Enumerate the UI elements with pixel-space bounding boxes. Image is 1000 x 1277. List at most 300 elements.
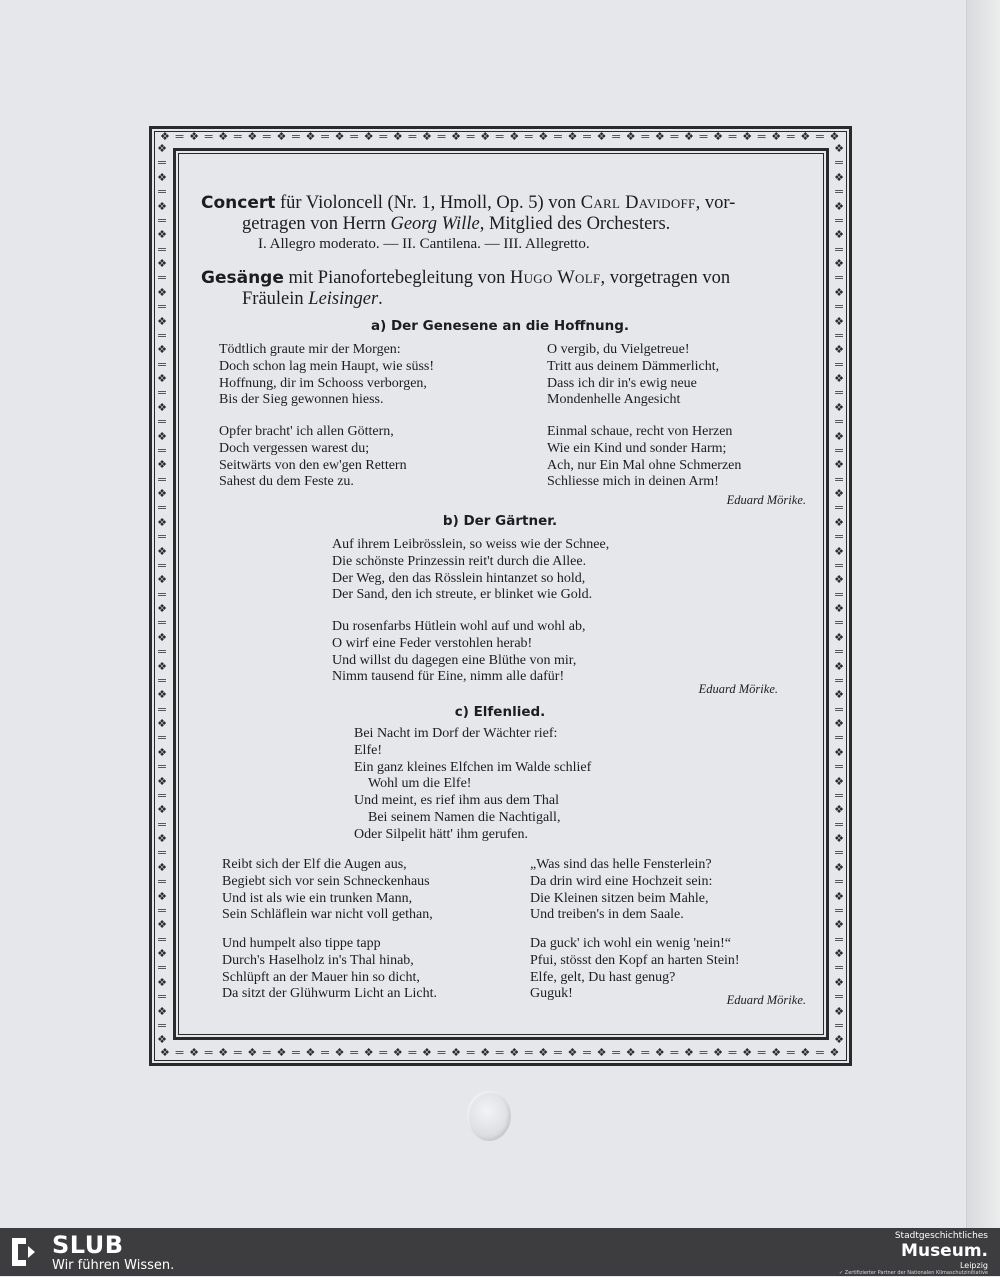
bar-ornament-icon: ═ <box>262 1047 271 1059</box>
songs-desc-cont: , vorgetragen von <box>600 268 731 288</box>
diamond-cross-ornament-icon: ❖ <box>567 1047 578 1059</box>
song-b-stanza-1 <box>332 537 609 604</box>
top-ornament-row <box>160 130 840 144</box>
left-ornament-column <box>155 142 169 1048</box>
concert-keyword: Concert <box>201 193 276 213</box>
diamond-cross-ornament-icon: ❖ <box>567 131 578 143</box>
bar-ornament-icon: ═ <box>699 1047 708 1059</box>
diamond-cross-ornament-icon: ❖ <box>538 1047 549 1059</box>
song-a-left-stanza-2 <box>219 424 407 491</box>
diamond-cross-ornament-icon: ❖ <box>160 1047 170 1059</box>
museum-logo[interactable] <box>839 1231 988 1277</box>
diamond-cross-ornament-icon: ❖ <box>538 131 549 143</box>
bar-ornament-icon: ═ <box>524 131 533 143</box>
songs-performer: Leisinger <box>308 289 379 309</box>
diamond-cross-ornament-icon: ❖ <box>247 131 258 143</box>
bar-ornament-icon: ═ <box>158 962 166 975</box>
verse-line: O wirf eine Feder verstohlen herab! <box>332 635 533 651</box>
bar-ornament-icon: ═ <box>835 502 843 515</box>
bar-ornament-icon: ═ <box>466 1047 475 1059</box>
diamond-cross-ornament-icon: ❖ <box>157 574 167 587</box>
concert-performer-intro: getragen von Herrn <box>242 214 386 234</box>
bar-ornament-icon: ═ <box>321 131 329 143</box>
verse-line: Sahest du dem Feste zu. <box>219 474 354 490</box>
diamond-cross-ornament-icon: ❖ <box>189 131 199 143</box>
bar-ornament-icon: ═ <box>612 131 621 143</box>
bar-ornament-icon: ═ <box>158 473 166 486</box>
bar-ornament-icon: ═ <box>757 1047 766 1059</box>
diamond-cross-ornament-icon: ❖ <box>157 516 167 529</box>
diamond-cross-ornament-icon: ❖ <box>829 1047 840 1059</box>
diamond-cross-ornament-icon: ❖ <box>157 804 167 817</box>
verse-line: Der Weg, den das Rösslein hintanzet so hold, <box>332 570 586 586</box>
diamond-cross-ornament-icon: ❖ <box>834 488 844 500</box>
bar-ornament-icon: ═ <box>816 131 824 143</box>
next-page-edge <box>966 0 1000 1228</box>
diamond-cross-ornament-icon: ❖ <box>157 919 167 932</box>
concert-heading-line2 <box>242 213 670 235</box>
verse-line: Bis der Sieg gewonnen hiess. <box>219 392 384 408</box>
bar-ornament-icon: ═ <box>158 387 166 400</box>
diamond-cross-ornament-icon: ❖ <box>834 1034 844 1047</box>
bar-ornament-icon: ═ <box>292 131 300 143</box>
diamond-cross-ornament-icon: ❖ <box>834 430 844 443</box>
bar-ornament-icon: ═ <box>408 1047 417 1059</box>
diamond-cross-ornament-icon: ❖ <box>713 1047 723 1059</box>
bar-ornament-icon: ═ <box>495 131 504 143</box>
bar-ornament-icon: ═ <box>158 329 166 342</box>
song-a-right-stanza-1 <box>547 342 719 409</box>
bar-ornament-icon: ═ <box>728 1047 737 1059</box>
bar-ornament-icon: ═ <box>835 157 843 170</box>
song-b-credit: Eduard Mörike. <box>698 682 778 696</box>
songs-heading-line1 <box>201 267 730 289</box>
embossed-seal <box>467 1091 511 1141</box>
bar-ornament-icon: ═ <box>835 789 843 802</box>
museum-name: Museum. <box>901 1241 988 1261</box>
bar-ornament-icon: ═ <box>835 588 843 601</box>
diamond-cross-ornament-icon: ❖ <box>305 1047 316 1059</box>
verse-line: Und ist als wie ein trunken Mann, <box>222 890 413 906</box>
bar-ornament-icon: ═ <box>583 1047 591 1059</box>
diamond-cross-ornament-icon: ❖ <box>157 603 167 615</box>
diamond-cross-ornament-icon: ❖ <box>157 890 167 903</box>
diamond-cross-ornament-icon: ❖ <box>713 131 723 143</box>
bar-ornament-icon: ═ <box>670 131 679 143</box>
verse-line: Wie ein Kind und sonder Harm; <box>547 440 727 456</box>
diamond-cross-ornament-icon: ❖ <box>771 1047 782 1059</box>
concert-movements: I. Allegro moderato. — II. Cantilena. — III. Allegretto. <box>258 236 590 252</box>
bar-ornament-icon: ═ <box>158 818 166 831</box>
concert-desc: für Violoncell (Nr. 1, Hmoll, Op. 5) von <box>280 193 577 213</box>
diamond-cross-ornament-icon: ❖ <box>834 229 844 242</box>
bar-ornament-icon: ═ <box>233 131 242 143</box>
verse-line: Die Kleinen sitzen beim Mahle, <box>530 890 709 906</box>
verse-line: Auf ihrem Leibrösslein, so weiss wie der Schnee, <box>332 537 610 552</box>
bar-ornament-icon: ═ <box>204 131 213 143</box>
bar-ornament-icon: ═ <box>495 1047 504 1059</box>
diamond-cross-ornament-icon: ❖ <box>451 1047 461 1059</box>
songs-desc: mit Pianofortebegleitung von <box>288 268 506 288</box>
diamond-cross-ornament-icon: ❖ <box>834 804 844 817</box>
bar-ornament-icon: ═ <box>350 131 359 143</box>
verse-line: Ein ganz kleines Elfchen im Walde schlief <box>354 759 592 775</box>
verse-line: Tritt aus deinem Dämmerlicht, <box>547 358 720 374</box>
bar-ornament-icon: ═ <box>158 617 166 630</box>
bar-ornament-icon: ═ <box>379 1047 388 1059</box>
verse-line: Die schönste Prinzessin reit't durch die Allee. <box>332 553 587 569</box>
bar-ornament-icon: ═ <box>786 131 795 143</box>
bar-ornament-icon: ═ <box>437 131 446 143</box>
concert-performer-role: , Mitglied des Orchesters. <box>479 214 671 234</box>
diamond-cross-ornament-icon: ❖ <box>157 660 167 673</box>
diamond-cross-ornament-icon: ❖ <box>157 689 167 702</box>
verse-line: Guguk! <box>530 986 573 1002</box>
verse-line: Begiebt sich vor sein Schneckenhaus <box>222 873 430 889</box>
bar-ornament-icon: ═ <box>158 847 166 860</box>
concert-composer: Carl Davidoff <box>580 193 696 213</box>
diamond-cross-ornament-icon: ❖ <box>157 976 167 989</box>
bottom-ornament-row <box>160 1046 840 1060</box>
diamond-cross-ornament-icon: ❖ <box>157 401 167 414</box>
diamond-cross-ornament-icon: ❖ <box>834 718 844 730</box>
diamond-cross-ornament-icon: ❖ <box>834 1005 844 1018</box>
diamond-cross-ornament-icon: ❖ <box>189 1047 199 1059</box>
bar-ornament-icon: ═ <box>835 818 843 831</box>
bar-ornament-icon: ═ <box>158 876 166 889</box>
verse-line: Wohl um die Elfe! <box>368 776 472 792</box>
bar-ornament-icon: ═ <box>835 186 843 199</box>
verse-line: Oder Silpelit hätt' ihm gerufen. <box>354 826 528 842</box>
bar-ornament-icon: ═ <box>158 157 166 170</box>
bar-ornament-icon: ═ <box>835 847 843 860</box>
verse-line: Reibt sich der Elf die Augen aus, <box>222 857 407 872</box>
verse-line: Und willst du dagegen eine Blüthe von mir, <box>332 652 577 668</box>
diamond-cross-ornament-icon: ❖ <box>421 131 432 143</box>
bar-ornament-icon: ═ <box>835 933 843 946</box>
bar-ornament-icon: ═ <box>835 272 843 285</box>
song-c-left-stanza-2 <box>222 936 437 1003</box>
bar-ornament-icon: ═ <box>158 416 166 429</box>
diamond-cross-ornament-icon: ❖ <box>800 1047 811 1059</box>
song-a-left-stanza-1 <box>219 342 434 409</box>
diamond-cross-ornament-icon: ❖ <box>421 1047 432 1059</box>
diamond-cross-ornament-icon: ❖ <box>157 200 167 213</box>
diamond-cross-ornament-icon: ❖ <box>834 919 844 932</box>
bar-ornament-icon: ═ <box>835 674 843 687</box>
diamond-cross-ornament-icon: ❖ <box>157 171 167 184</box>
verse-line: Du rosenfarbs Hütlein wohl auf und wohl ab, <box>332 619 586 634</box>
bar-ornament-icon: ═ <box>835 473 843 486</box>
bar-ornament-icon: ═ <box>292 1047 300 1059</box>
diamond-cross-ornament-icon: ❖ <box>157 948 167 960</box>
diamond-cross-ornament-icon: ❖ <box>363 131 374 143</box>
bar-ornament-icon: ═ <box>158 444 166 457</box>
museum-city: Leipzig <box>959 1261 988 1270</box>
diamond-cross-ornament-icon: ❖ <box>157 286 167 299</box>
bar-ornament-icon: ═ <box>158 214 166 227</box>
diamond-cross-ornament-icon: ❖ <box>160 131 170 143</box>
diamond-cross-ornament-icon: ❖ <box>157 1005 167 1018</box>
song-c-intro <box>340 726 591 844</box>
diamond-cross-ornament-icon: ❖ <box>834 143 844 155</box>
diamond-cross-ornament-icon: ❖ <box>742 1047 753 1059</box>
bar-ornament-icon: ═ <box>158 761 166 774</box>
verse-line: Der Sand, den ich streute, er blinket wie Gold. <box>332 587 593 603</box>
diamond-cross-ornament-icon: ❖ <box>834 171 844 184</box>
bar-ornament-icon: ═ <box>158 646 166 659</box>
diamond-cross-ornament-icon: ❖ <box>480 131 491 143</box>
songs-keyword: Gesänge <box>201 268 284 288</box>
verse-line: Elfe! <box>354 742 382 758</box>
diamond-cross-ornament-icon: ❖ <box>157 488 167 500</box>
diamond-cross-ornament-icon: ❖ <box>157 143 167 155</box>
bar-ornament-icon: ═ <box>612 1047 621 1059</box>
diamond-cross-ornament-icon: ❖ <box>334 1047 345 1059</box>
bar-ornament-icon: ═ <box>757 131 766 143</box>
bar-ornament-icon: ═ <box>554 1047 562 1059</box>
bar-ornament-icon: ═ <box>641 1047 650 1059</box>
verse-line: O vergib, du Vielgetreue! <box>547 342 690 357</box>
diamond-cross-ornament-icon: ❖ <box>157 229 167 242</box>
diamond-cross-ornament-icon: ❖ <box>451 131 461 143</box>
diamond-cross-ornament-icon: ❖ <box>625 131 636 143</box>
library-logo[interactable]: SLUB <box>52 1231 124 1259</box>
bar-ornament-icon: ═ <box>641 131 650 143</box>
verse-line: Und treiben's in dem Saale. <box>530 907 684 923</box>
diamond-cross-ornament-icon: ❖ <box>834 200 844 213</box>
bar-ornament-icon: ═ <box>158 272 166 285</box>
bar-ornament-icon: ═ <box>158 933 166 946</box>
bar-ornament-icon: ═ <box>835 301 843 314</box>
diamond-cross-ornament-icon: ❖ <box>157 344 167 357</box>
diamond-cross-ornament-icon: ❖ <box>834 976 844 989</box>
bar-ornament-icon: ═ <box>158 559 166 572</box>
diamond-cross-ornament-icon: ❖ <box>834 689 844 702</box>
concert-performer: Georg Wille <box>390 214 480 234</box>
diamond-cross-ornament-icon: ❖ <box>157 459 167 472</box>
bar-ornament-icon: ═ <box>175 131 184 143</box>
diamond-cross-ornament-icon: ❖ <box>157 718 167 730</box>
verse-line: Nimm tausend für Eine, nimm alle dafür! <box>332 669 565 685</box>
diamond-cross-ornament-icon: ❖ <box>834 603 844 615</box>
bar-ornament-icon: ═ <box>158 243 166 256</box>
diamond-cross-ornament-icon: ❖ <box>509 1047 520 1059</box>
songs-composer: Hugo Wolf <box>509 268 601 288</box>
diamond-cross-ornament-icon: ❖ <box>157 258 167 270</box>
verse-line: Bei seinem Namen die Nachtigall, <box>368 809 561 825</box>
song-a-title: a) Der Genesene an die Hoffnung. <box>370 318 630 334</box>
bar-ornament-icon: ═ <box>786 1047 795 1059</box>
library-tagline: Wir führen Wissen. <box>52 1258 175 1273</box>
bar-ornament-icon: ═ <box>158 904 166 917</box>
diamond-cross-ornament-icon: ❖ <box>276 1047 287 1059</box>
bar-ornament-icon: ═ <box>835 761 843 774</box>
diamond-cross-ornament-icon: ❖ <box>683 131 694 143</box>
diamond-cross-ornament-icon: ❖ <box>834 660 844 673</box>
diamond-cross-ornament-icon: ❖ <box>834 746 844 759</box>
bar-ornament-icon: ═ <box>466 131 475 143</box>
diamond-cross-ornament-icon: ❖ <box>157 746 167 759</box>
diamond-cross-ornament-icon: ❖ <box>392 1047 403 1059</box>
diamond-cross-ornament-icon: ❖ <box>654 131 665 143</box>
museum-note: ✓ Zertifizierter Partner der Nationalen Klimaschutzinitiative <box>838 1270 988 1276</box>
verse-line: Pfui, stösst den Kopf an harten Stein! <box>530 952 740 968</box>
bar-ornament-icon: ═ <box>835 732 843 745</box>
diamond-cross-ornament-icon: ❖ <box>157 1034 167 1047</box>
bar-ornament-icon: ═ <box>158 301 166 314</box>
song-c-left-stanza-1 <box>222 857 433 924</box>
diamond-cross-ornament-icon: ❖ <box>157 315 167 328</box>
bar-ornament-icon: ═ <box>158 588 166 601</box>
diamond-cross-ornament-icon: ❖ <box>157 861 167 874</box>
diamond-cross-ornament-icon: ❖ <box>834 948 844 960</box>
bar-ornament-icon: ═ <box>379 131 388 143</box>
bar-ornament-icon: ═ <box>835 559 843 572</box>
bar-ornament-icon: ═ <box>158 1019 166 1032</box>
bar-ornament-icon: ═ <box>816 1047 824 1059</box>
diamond-cross-ornament-icon: ❖ <box>157 545 167 558</box>
verse-line: Tödtlich graute mir der Morgen: <box>219 342 401 357</box>
verse-line: Da guck' ich wohl ein wenig 'nein!“ <box>530 936 731 951</box>
diamond-cross-ornament-icon: ❖ <box>157 430 167 443</box>
bar-ornament-icon: ═ <box>158 732 166 745</box>
diamond-cross-ornament-icon: ❖ <box>596 1047 607 1059</box>
song-c-title: c) Elfenlied. <box>454 704 546 720</box>
diamond-cross-ornament-icon: ❖ <box>480 1047 491 1059</box>
concert-heading-line1 <box>201 192 735 214</box>
bar-ornament-icon: ═ <box>835 214 843 227</box>
bar-ornament-icon: ═ <box>350 1047 359 1059</box>
bar-ornament-icon: ═ <box>158 531 166 544</box>
diamond-cross-ornament-icon: ❖ <box>800 131 811 143</box>
verse-line: Elfe, gelt, Du hast genug? <box>530 969 676 985</box>
bar-ornament-icon: ═ <box>158 991 166 1004</box>
diamond-cross-ornament-icon: ❖ <box>834 344 844 357</box>
diamond-cross-ornament-icon: ❖ <box>218 131 229 143</box>
verse-line: Opfer bracht' ich allen Göttern, <box>219 424 394 439</box>
bar-ornament-icon: ═ <box>835 991 843 1004</box>
verse-line: Und humpelt also tippe tapp <box>222 936 381 951</box>
diamond-cross-ornament-icon: ❖ <box>157 775 167 788</box>
bar-ornament-icon: ═ <box>437 1047 446 1059</box>
song-b-stanza-2 <box>332 619 586 686</box>
bar-ornament-icon: ═ <box>175 1047 184 1059</box>
verse-line: Hoffnung, dir im Schooss verborgen, <box>219 375 427 391</box>
song-a-credit: Eduard Mörike. <box>726 493 806 507</box>
bar-ornament-icon: ═ <box>158 358 166 371</box>
bar-ornament-icon: ═ <box>262 131 271 143</box>
bar-ornament-icon: ═ <box>835 329 843 342</box>
bar-ornament-icon: ═ <box>835 416 843 429</box>
diamond-cross-ornament-icon: ❖ <box>157 631 167 644</box>
diamond-cross-ornament-icon: ❖ <box>654 1047 665 1059</box>
diamond-cross-ornament-icon: ❖ <box>218 1047 229 1059</box>
museum-line1: Stadtgeschichtliches <box>894 1231 988 1241</box>
verse-line: Dass ich dir in's ewig neue <box>547 375 697 391</box>
diamond-cross-ornament-icon: ❖ <box>596 131 607 143</box>
bar-ornament-icon: ═ <box>524 1047 533 1059</box>
bar-ornament-icon: ═ <box>835 243 843 256</box>
diamond-cross-ornament-icon: ❖ <box>834 775 844 788</box>
verse-line: Und meint, es rief ihm aus dem Thal <box>354 793 560 809</box>
verse-line: Ach, nur Ein Mal ohne Schmerzen <box>547 457 742 473</box>
bar-ornament-icon: ═ <box>728 131 737 143</box>
bar-ornament-icon: ═ <box>204 1047 213 1059</box>
verse-line: Mondenhelle Angesicht <box>547 392 681 408</box>
verse-line: Doch vergessen warest du; <box>219 440 370 456</box>
diamond-cross-ornament-icon: ❖ <box>834 315 844 328</box>
bar-ornament-icon: ═ <box>158 703 166 716</box>
bar-ornament-icon: ═ <box>835 962 843 975</box>
songs-heading-line2 <box>242 288 383 310</box>
bar-ornament-icon: ═ <box>835 387 843 400</box>
diamond-cross-ornament-icon: ❖ <box>742 131 753 143</box>
bar-ornament-icon: ═ <box>835 617 843 630</box>
song-c-right-stanza-2 <box>530 936 740 1003</box>
diamond-cross-ornament-icon: ❖ <box>834 459 844 472</box>
verse-line: Da drin wird eine Hochzeit sein: <box>530 873 713 889</box>
bar-ornament-icon: ═ <box>158 186 166 199</box>
diamond-cross-ornament-icon: ❖ <box>834 631 844 644</box>
diamond-cross-ornament-icon: ❖ <box>305 131 316 143</box>
diamond-cross-ornament-icon: ❖ <box>829 131 840 143</box>
diamond-cross-ornament-icon: ❖ <box>834 861 844 874</box>
bar-ornament-icon: ═ <box>835 876 843 889</box>
diamond-cross-ornament-icon: ❖ <box>834 545 844 558</box>
diamond-cross-ornament-icon: ❖ <box>834 574 844 587</box>
diamond-cross-ornament-icon: ❖ <box>834 373 844 385</box>
verse-line: Sein Schläflein war nicht voll gethan, <box>222 907 433 923</box>
diamond-cross-ornament-icon: ❖ <box>509 131 520 143</box>
diamond-cross-ornament-icon: ❖ <box>683 1047 694 1059</box>
right-ornament-column <box>832 142 846 1048</box>
slub-bracket-logo-icon[interactable] <box>8 1236 38 1268</box>
bar-ornament-icon: ═ <box>835 1019 843 1032</box>
bar-ornament-icon: ═ <box>158 502 166 515</box>
diamond-cross-ornament-icon: ❖ <box>276 131 287 143</box>
song-c-credit: Eduard Mörike. <box>726 993 806 1007</box>
bar-ornament-icon: ═ <box>835 646 843 659</box>
diamond-cross-ornament-icon: ❖ <box>392 131 403 143</box>
verse-line: Doch schon lag mein Haupt, wie süss! <box>219 358 435 374</box>
diamond-cross-ornament-icon: ❖ <box>834 833 844 845</box>
diamond-cross-ornament-icon: ❖ <box>834 401 844 414</box>
diamond-cross-ornament-icon: ❖ <box>834 286 844 299</box>
concert-desc-cont: , vor- <box>695 193 736 213</box>
verse-line: Seitwärts von den ew'gen Rettern <box>219 457 407 473</box>
bar-ornament-icon: ═ <box>321 1047 329 1059</box>
bar-ornament-icon: ═ <box>670 1047 679 1059</box>
bar-ornament-icon: ═ <box>835 904 843 917</box>
diamond-cross-ornament-icon: ❖ <box>363 1047 374 1059</box>
diamond-cross-ornament-icon: ❖ <box>834 890 844 903</box>
bar-ornament-icon: ═ <box>158 789 166 802</box>
bar-ornament-icon: ═ <box>583 131 591 143</box>
verse-line: Durch's Haselholz in's Thal hinab, <box>222 952 414 968</box>
bar-ornament-icon: ═ <box>835 531 843 544</box>
song-a-right-stanza-2 <box>547 424 741 491</box>
diamond-cross-ornament-icon: ❖ <box>771 131 782 143</box>
footer-bar <box>0 1228 1000 1276</box>
verse-line: Da sitzt der Glühwurm Licht an Licht. <box>222 986 437 1002</box>
bar-ornament-icon: ═ <box>699 131 708 143</box>
verse-line: Schliesse mich in deinen Arm! <box>547 474 719 490</box>
diamond-cross-ornament-icon: ❖ <box>834 516 844 529</box>
bar-ornament-icon: ═ <box>554 131 562 143</box>
diamond-cross-ornament-icon: ❖ <box>834 258 844 270</box>
songs-performer-end: . <box>378 289 383 309</box>
